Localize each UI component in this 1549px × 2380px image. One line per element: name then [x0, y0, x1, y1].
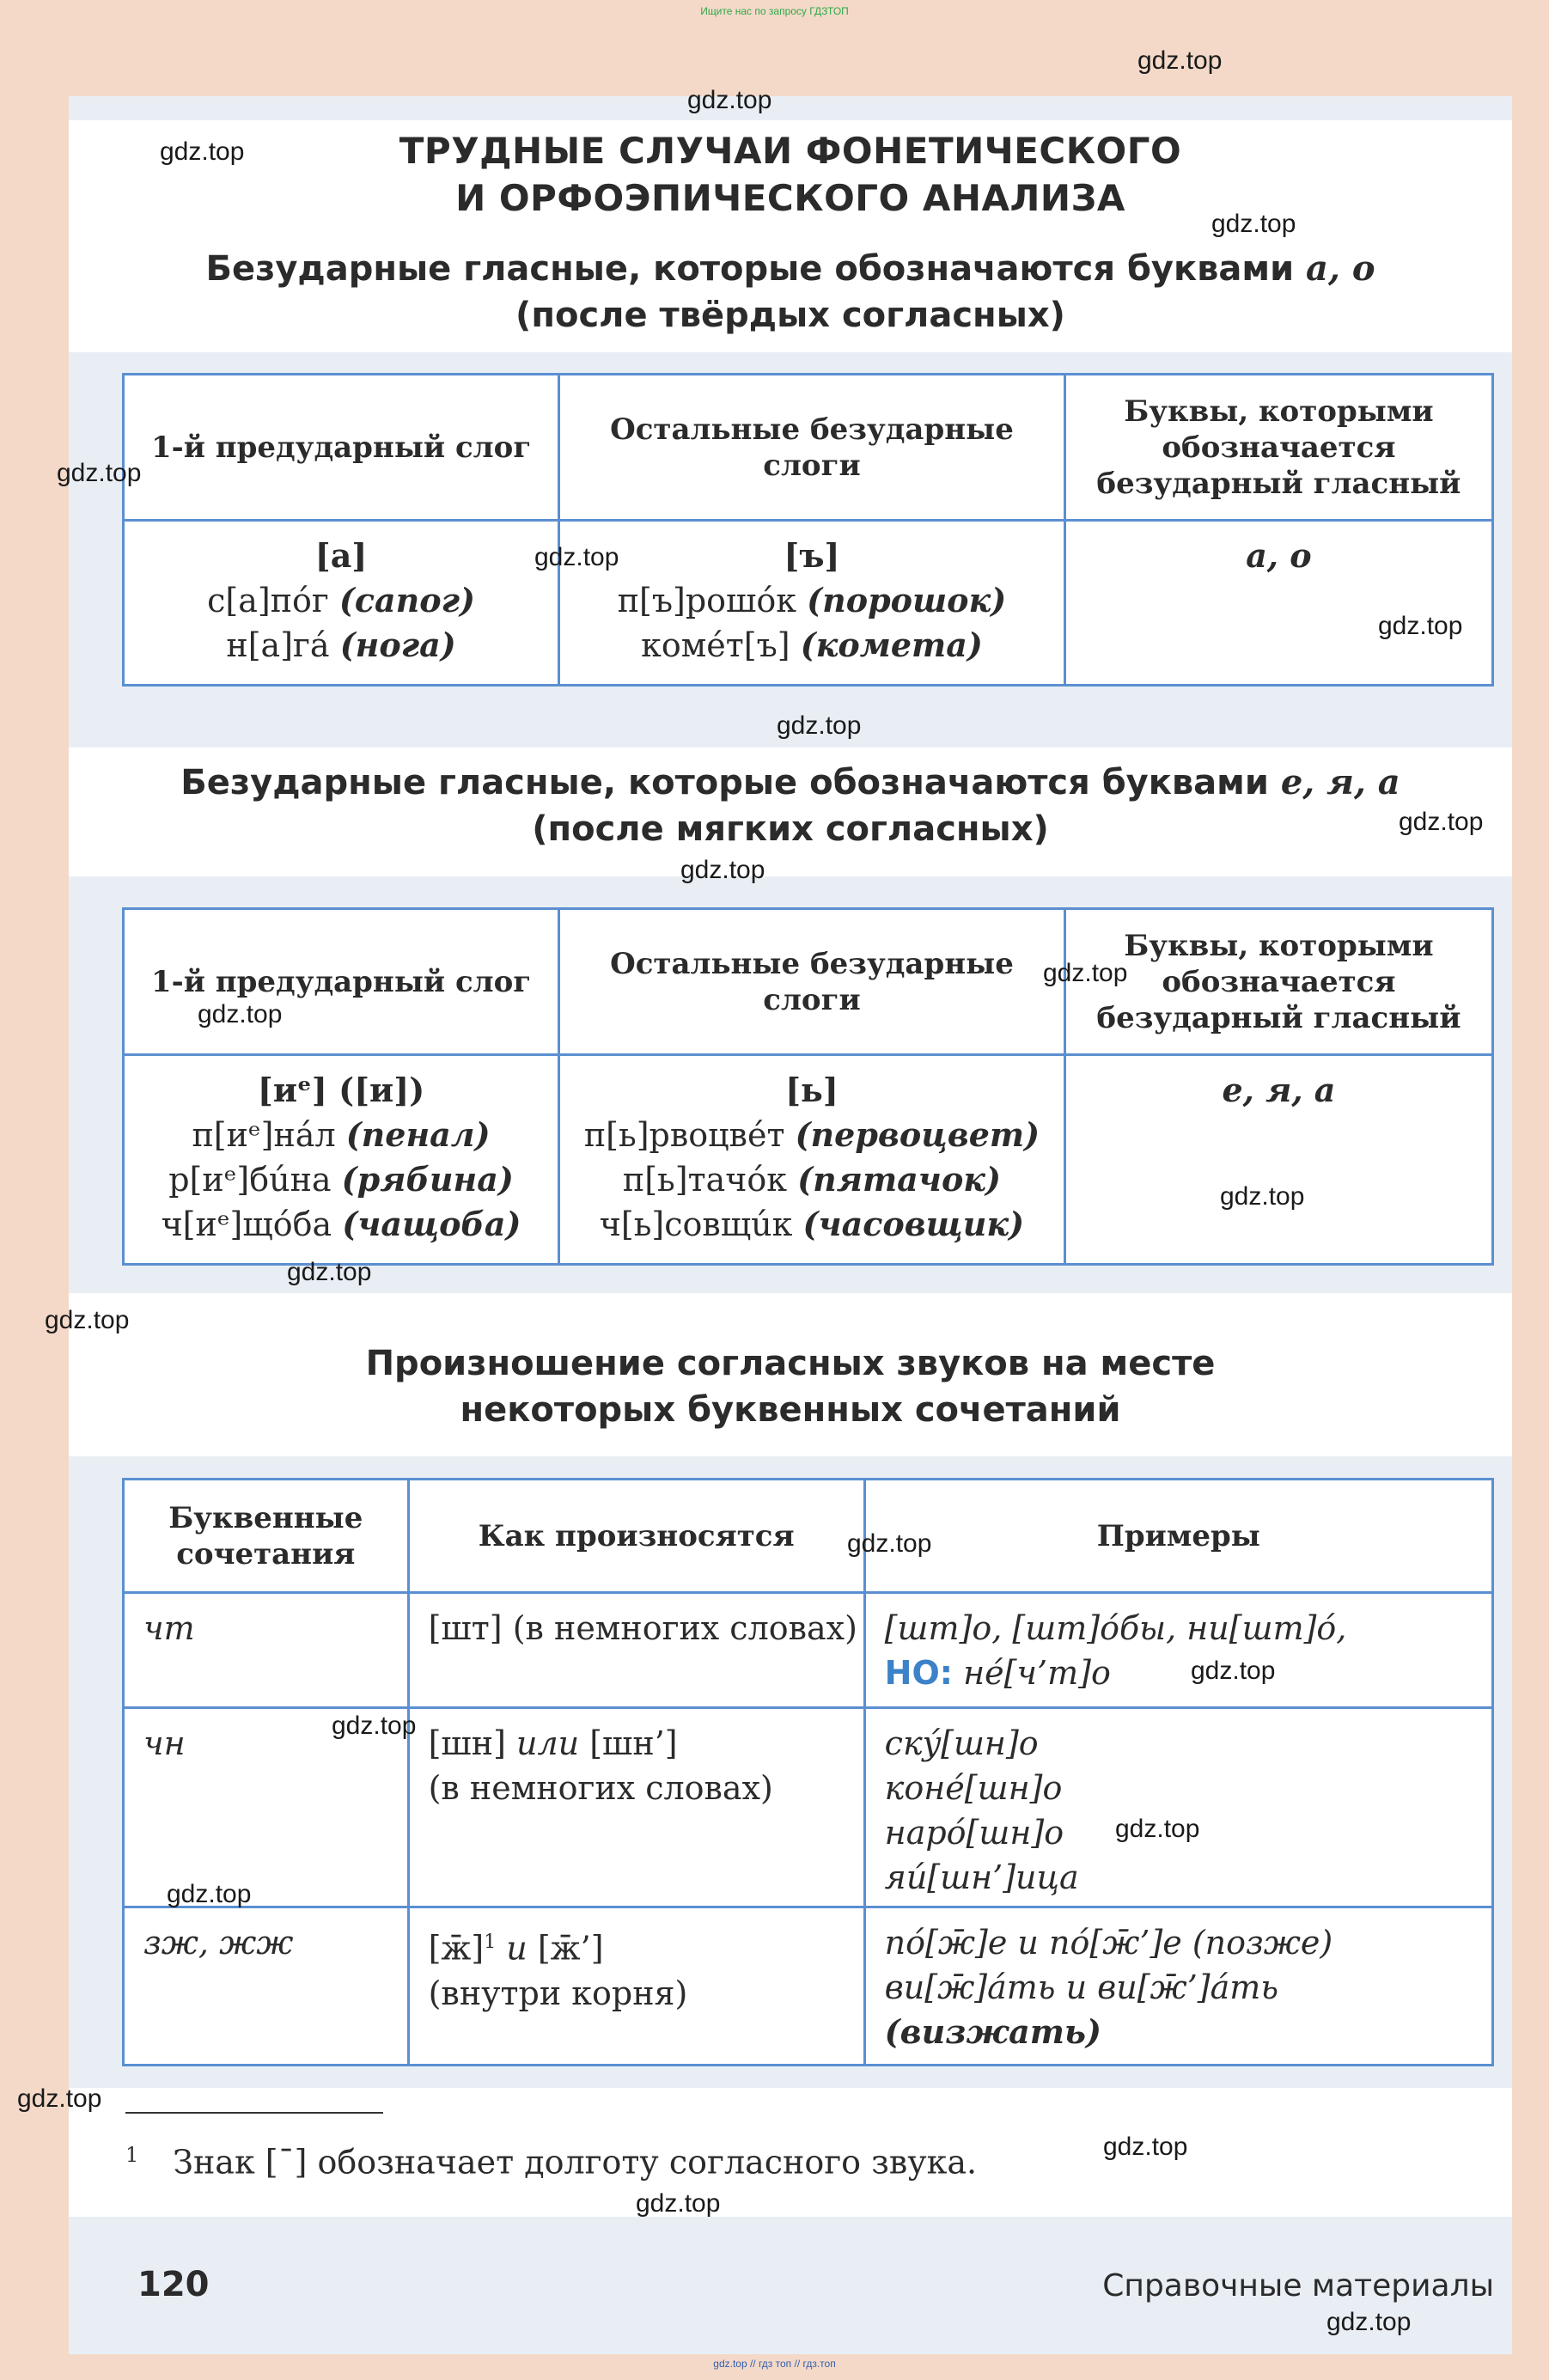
pron-variant: [ж̄]: [428, 1929, 485, 1968]
section2-title-text: Безударные гласные, которые обозначаются буквами: [180, 763, 1281, 802]
header-pronunciation: Как произносятся: [408, 1480, 864, 1593]
table-row: [124, 1593, 1493, 1708]
section3-title-line2: некоторых буквенных сочетаний: [460, 1390, 1121, 1430]
pron-or: или: [505, 1724, 590, 1762]
example-word: (пенал): [345, 1115, 491, 1154]
section1-title-text: Безударные гласные, которые обозначаются буквами: [205, 249, 1307, 289]
table-row: [124, 1055, 1493, 1265]
table-soft-vowels: [122, 907, 1494, 1266]
example-word: (порошок): [807, 581, 1007, 619]
watermark: gdz.top: [198, 1000, 283, 1028]
example: конé[шн]о: [884, 1769, 1063, 1807]
header-other-syllables: Остальные безударные слоги: [559, 909, 1065, 1055]
header-letters: Буквы, которыми обозначается безударный гласный: [1064, 375, 1492, 521]
pron-note: (внутри корня): [428, 1974, 688, 2012]
example: п[ь]рвоцвéт: [583, 1116, 785, 1154]
pron-variant: [ж̄’]: [537, 1929, 604, 1968]
combo-chn: чн: [124, 1708, 409, 1907]
watermark: gdz.top: [1103, 2133, 1188, 2161]
example: [шт]о, [шт]óбы, ни[шт]ó,: [884, 1609, 1347, 1647]
watermark: gdz.top: [332, 1712, 417, 1740]
example: п[иᵉ]нáл: [192, 1116, 336, 1154]
watermark: gdz.top: [1211, 210, 1296, 238]
bottom-note: gdz.top // гдз топ // гдз.топ: [713, 2358, 836, 2370]
section2-title-line2: (после мягких согласных): [532, 809, 1049, 849]
watermark: gdz.top: [57, 459, 142, 487]
watermark: gdz.top: [287, 1258, 372, 1286]
pron-variant: [шн’]: [589, 1724, 678, 1762]
watermark: gdz.top: [17, 2084, 102, 2113]
watermark: gdz.top: [45, 1306, 130, 1334]
sound-i: [иᵉ] ([и]): [257, 1071, 425, 1109]
watermark: gdz.top: [1137, 46, 1223, 75]
example: скý[шн]о: [884, 1724, 1039, 1762]
letters-cell: а, о: [1064, 521, 1492, 686]
example: ч[иᵉ]щóба: [161, 1205, 332, 1243]
section3-title-line1: Произношение согласных звуков на месте: [365, 1344, 1216, 1383]
watermark: gdz.top: [1378, 612, 1463, 640]
example-word: (часовщик): [802, 1205, 1025, 1243]
footnote: [125, 2143, 977, 2182]
page-title-line1: ТРУДНЫЕ СЛУЧАИ ФОНЕТИЧЕСКОГО: [399, 130, 1182, 172]
example: н[а]гá: [226, 626, 330, 664]
sound-soft-er: [ь]: [785, 1071, 839, 1109]
section1-title-letters: а, о: [1306, 248, 1375, 289]
header-combos: Буквенные сочетания: [124, 1480, 409, 1593]
table-header-row: [124, 909, 1493, 1055]
section2-title-letters: е, я, а: [1280, 762, 1400, 802]
table-row: [124, 1907, 1493, 2066]
watermark: gdz.top: [680, 856, 765, 884]
footnote-ref: 1: [484, 1931, 497, 1953]
pron-or: и: [496, 1929, 538, 1968]
letters-cell: е, я, а: [1064, 1055, 1492, 1265]
watermark: gdz.top: [1220, 1182, 1305, 1211]
example: ви[ж̄]áть и ви[ж̄’]áть: [884, 1968, 1279, 2006]
example: пó[ж̄]е и пó[ж̄’]е (позже): [884, 1924, 1333, 1962]
example: нé[ч’т]о: [963, 1654, 1111, 1692]
table-consonant-combos: [122, 1478, 1494, 2066]
table-hard-vowels: [122, 373, 1494, 687]
table-row: [124, 521, 1493, 686]
page-title: [69, 127, 1512, 222]
example: комéт[ъ]: [641, 626, 790, 664]
example: п[ъ]рошóк: [617, 582, 797, 619]
watermark: gdz.top: [636, 2189, 721, 2218]
watermark: gdz.top: [1115, 1815, 1200, 1843]
header-pretonic: 1-й предударный слог: [124, 909, 559, 1055]
table-row: [124, 1708, 1493, 1907]
sound-a: [а]: [314, 536, 368, 575]
page-title-line2: И ОРФОЭПИЧЕСКОГО АНАЛИЗА: [455, 177, 1125, 219]
header-letters: Буквы, которыми обозначается безударный гласный: [1064, 909, 1492, 1055]
example: п[ь]тачóк: [622, 1161, 788, 1199]
watermark: gdz.top: [1043, 959, 1128, 987]
watermark: gdz.top: [160, 137, 245, 166]
example-word: (нога): [339, 626, 456, 664]
watermark: gdz.top: [777, 711, 862, 740]
footnote-divider: [125, 2112, 383, 2114]
section1-title-line2: (после твёрдых согласных): [515, 296, 1065, 335]
sound-er: [ъ]: [784, 536, 840, 575]
watermark: gdz.top: [1326, 2308, 1412, 2336]
footnote-text: Знак [¯] обозначает долготу согласного звука.: [173, 2143, 978, 2182]
watermark: gdz.top: [847, 1529, 932, 1558]
header-other-syllables: Остальные безударные слоги: [559, 375, 1065, 521]
top-note: Ищите нас по запросу ГДЗТОП: [700, 5, 849, 17]
pron-note: (в немногих словах): [428, 1769, 773, 1807]
no-label: НО:: [884, 1654, 953, 1692]
watermark: gdz.top: [1399, 808, 1484, 836]
example-word: (рябина): [341, 1160, 514, 1199]
page-number: 120: [137, 2265, 210, 2304]
example: яú[шн’]ица: [884, 1858, 1079, 1896]
combo-zzh: зж, жж: [124, 1907, 409, 2066]
watermark: gdz.top: [687, 86, 772, 114]
example: р[иᵉ]бúна: [168, 1161, 332, 1199]
section3-title: [69, 1340, 1512, 1433]
pron-cht: [шт] (в немногих словах): [408, 1593, 864, 1708]
footnote-number: 1: [125, 2143, 139, 2167]
table-header-row: [124, 375, 1493, 521]
watermark: gdz.top: [167, 1880, 252, 1908]
table-header-row: [124, 1480, 1493, 1593]
example-word: (пятачок): [797, 1160, 1001, 1199]
example-word: (чащоба): [342, 1205, 521, 1243]
example: ч[ь]совщúк: [599, 1205, 793, 1243]
watermark: gdz.top: [534, 543, 619, 571]
combo-cht: чт: [124, 1593, 409, 1708]
section2-title: [69, 760, 1512, 852]
footer-section-name: Справочные материалы: [1102, 2268, 1494, 2304]
watermark: gdz.top: [1191, 1657, 1276, 1685]
section1-title: [69, 246, 1512, 339]
example-word: (сапог): [338, 581, 475, 619]
example-word: (первоцвет): [795, 1115, 1040, 1154]
example: с[а]пóг: [207, 582, 329, 619]
example: нарó[шн]о: [884, 1814, 1064, 1852]
pron-variant: [шн]: [428, 1724, 506, 1762]
header-examples: Примеры: [864, 1480, 1492, 1593]
header-pretonic: 1-й предударный слог: [124, 375, 559, 521]
example-word: (комета): [800, 626, 983, 664]
example: (визжать): [884, 2012, 1101, 2051]
